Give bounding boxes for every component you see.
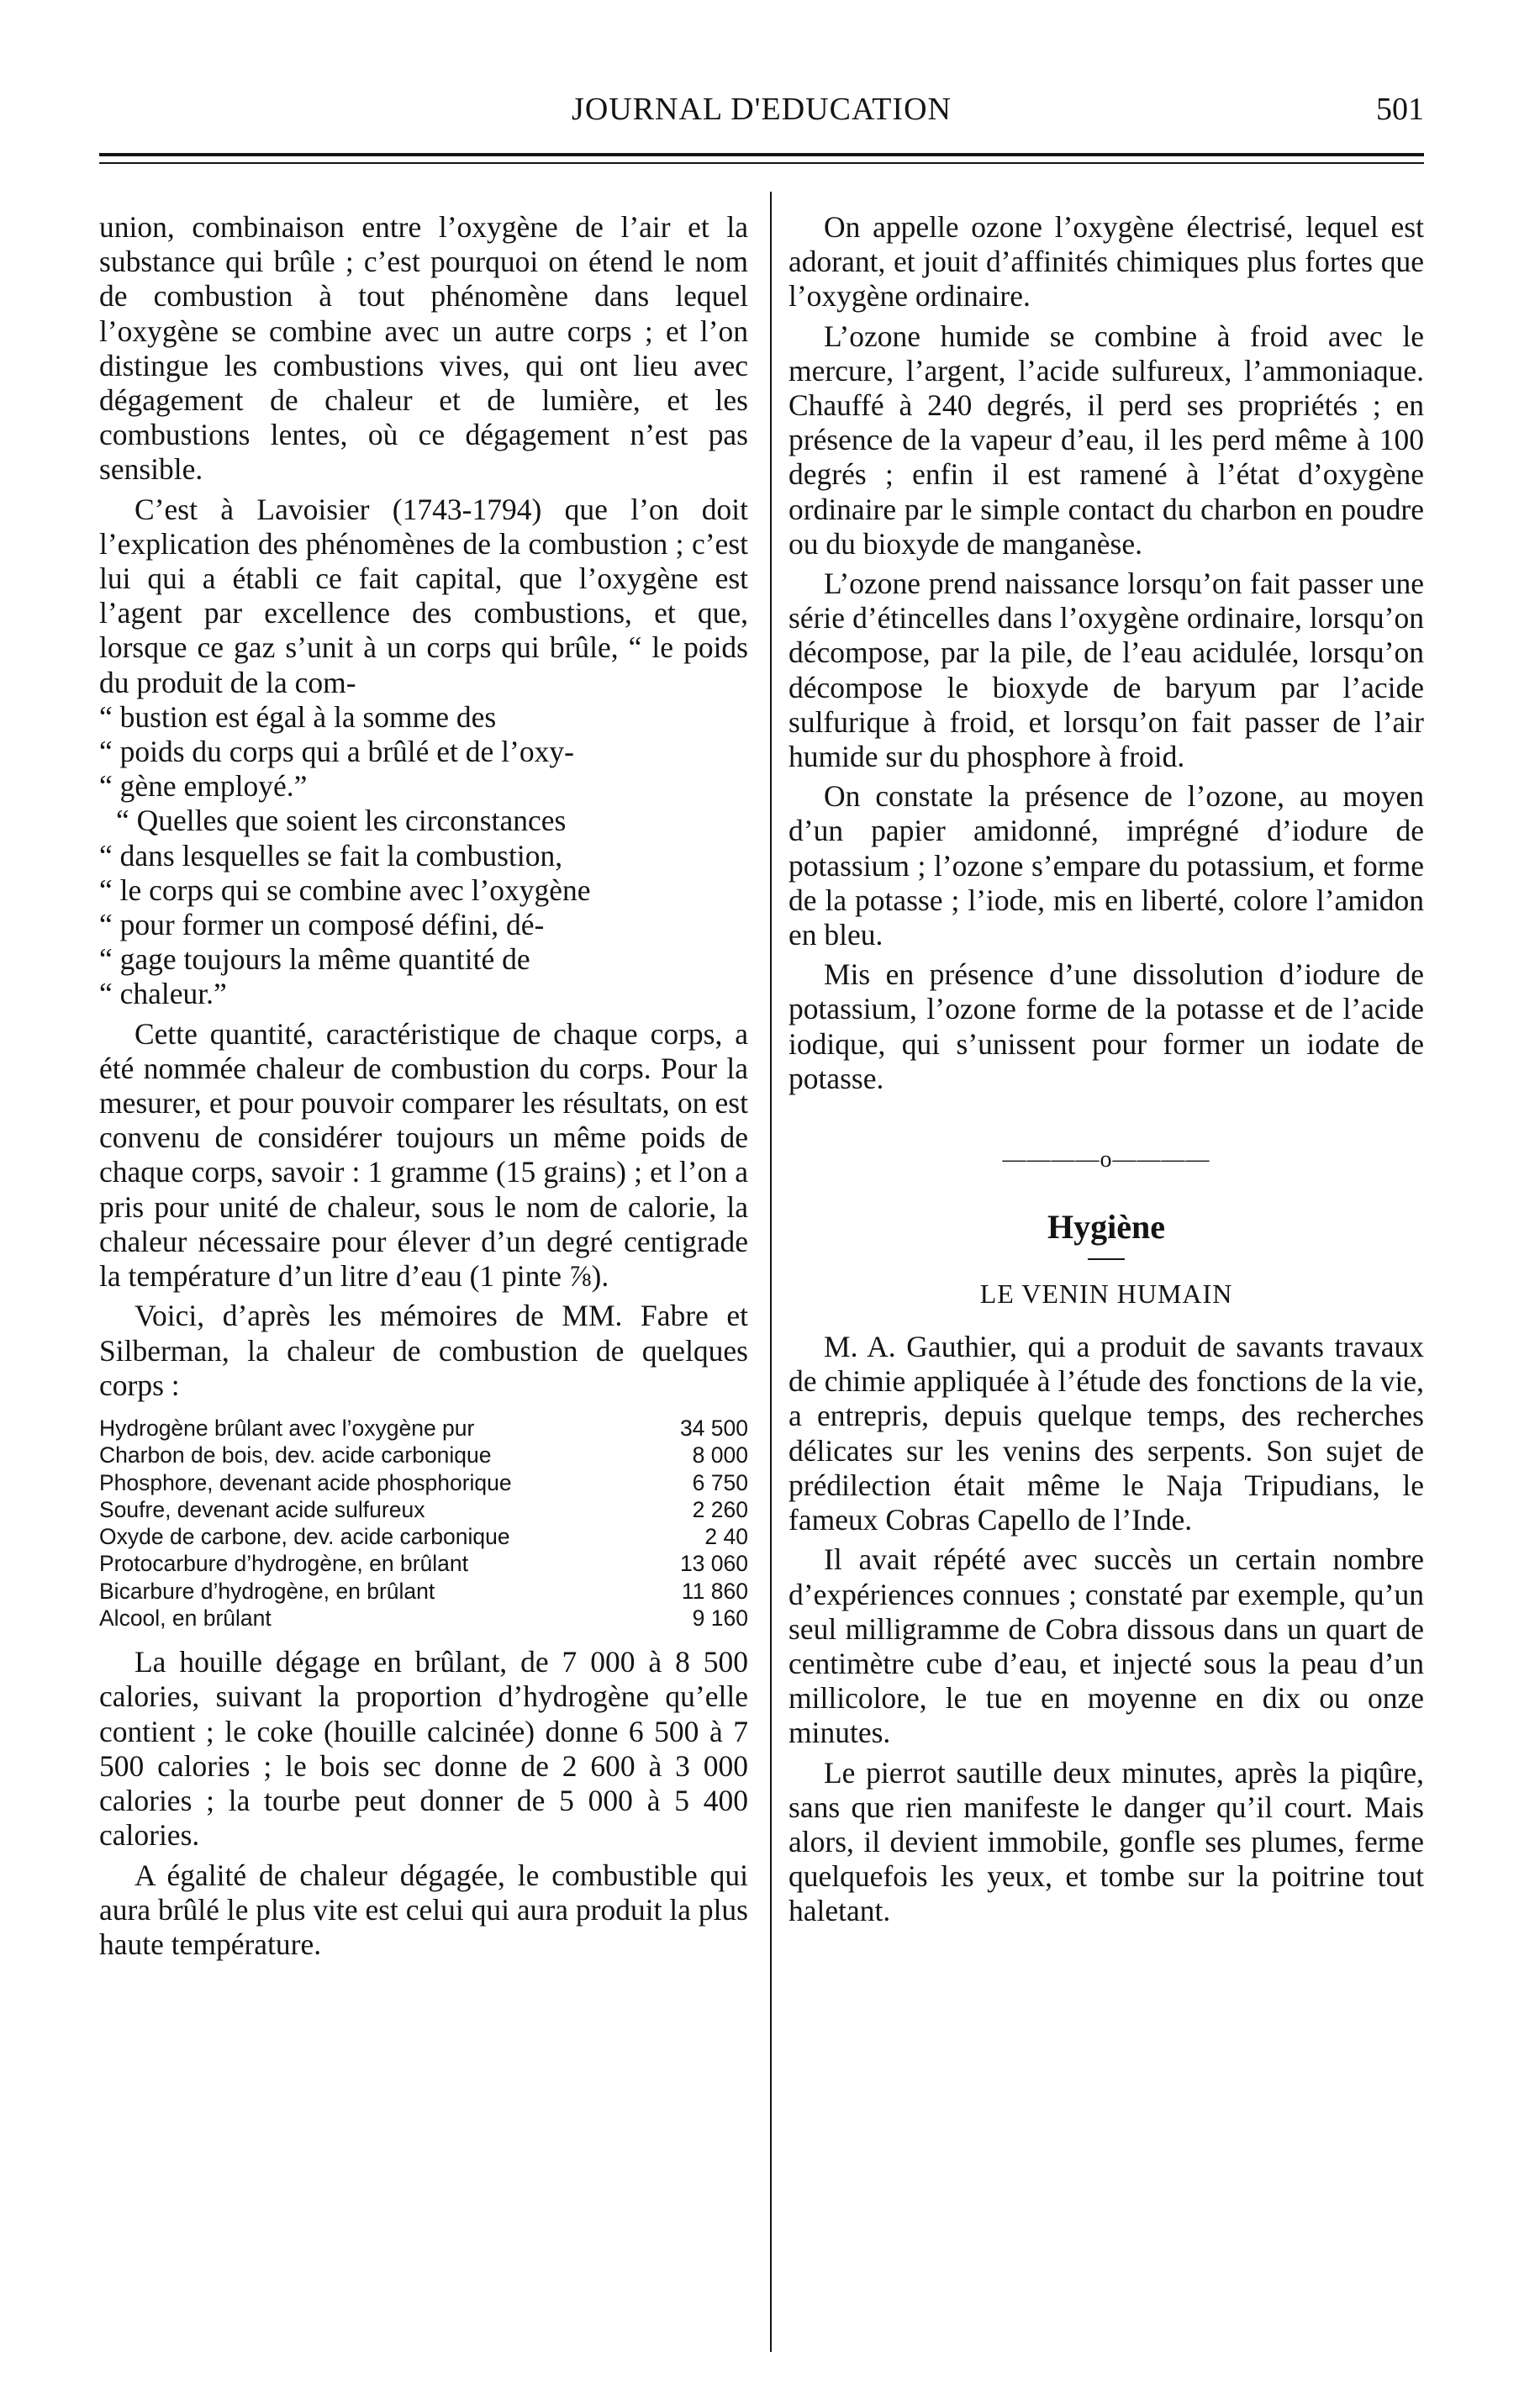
left-paragraph-5: La houille dégage en brûlant, de 7 000 à 8 500 calories, suivant la proportion d’hydrogène qu’elle contient ; le coke (houille calcinée) donne 6 500 à 7 500 calories ; le bois sec donne de 2 600 à 3 000 calories ; la tourbe peut donner de 5 000 à 5 400 calories. (99, 1645, 748, 1853)
quote-line: “ dans lesquelles se fait la combustion, (99, 838, 563, 873)
table-row (99, 1442, 748, 1468)
right-paragraph-4: On constate la présence de l’ozone, au moyen d’un papier amidonné, imprégné d’iodure de potassium ; l’ozone s’empare du potassium, et forme de la potasse ; l’iode, mis en liberté, colore l’amidon en bleu. (788, 779, 1424, 952)
table-cell-value: 13 060 (679, 1551, 748, 1577)
quote-line: “ le corps qui se combine avec l’oxygène (99, 873, 591, 907)
table-cell-label: Phosphore, devenant acide phosphorique (99, 1469, 512, 1495)
quote-line: “ gène employé.” (99, 769, 308, 804)
table-row (99, 1578, 748, 1605)
right-paragraph-7: Il avait répété avec succès un certain nombre d’expériences connues ; constaté par exemple, qu’un seul milligramme de Cobra dissous dans un quart de centimètre cube d’eau, et injecté sous la peau d’un millicolore, le tue en moyenne en dix ou onze minutes. (788, 1542, 1424, 1750)
left-paragraph-6: A égalité de chaleur dégagée, le combustible qui aura brûlé le plus vite est celui qui aura produit la plus haute température. (99, 1858, 748, 1961)
quote-line: “ poids du corps qui a brûlé et de l’oxy- (99, 735, 574, 769)
quote-line: “ bustion est égal à la somme des (99, 699, 497, 734)
table-cell-label: Protocarbure d’hydrogène, en brûlant (99, 1551, 469, 1577)
table-cell-label: Oxyde de carbone, dev. acide carbonique (99, 1524, 510, 1550)
table-row (99, 1605, 748, 1632)
table-cell-value: 9 160 (692, 1605, 748, 1631)
right-paragraph-8: Le pierrot sautille deux minutes, après la piqûre, sans que rien manifeste le danger qu’il court. Mais alors, il devient immobile, gonfle ses plumes, ferme quelquefois les yeux, et tombe sur la poitrine tout haletant. (788, 1755, 1424, 1928)
right-column (788, 210, 1424, 1929)
right-paragraph-3: L’ozone prend naissance lorsqu’on fait passer une série d’étincelles dans l’oxygène ordinaire, lorsqu’on décompose, par la pile, de l’eau acidulée, lorsqu’on décompose le bioxyde de baryum par l’acide sulfurique à froid, et lorsqu’on fait passer de l’air humide sur du phosphore à froid. (788, 567, 1424, 774)
table-cell-label: Soufre, devenant acide sulfureux (99, 1496, 425, 1522)
lavoisier-quote (99, 700, 748, 1012)
article-title: LE VENIN HUMAIN (979, 1278, 1233, 1310)
running-head (99, 91, 1424, 145)
table-row (99, 1523, 748, 1550)
left-paragraph-4: Voici, d’après les mémoires de MM. Fabre et Silberman, la chaleur de combustion de quelques corps : (99, 1299, 748, 1402)
table-row (99, 1550, 748, 1577)
table-row (99, 1415, 748, 1442)
table-row (99, 1469, 748, 1496)
heading-rule (1088, 1258, 1125, 1260)
section-heading: Hygiène (1047, 1208, 1165, 1247)
header-rule-thin (99, 162, 1424, 164)
combustion-heat-table (99, 1415, 748, 1632)
table-cell-value: 34 500 (679, 1415, 748, 1441)
left-paragraph-3: Cette quantité, caractéristique de chaque corps, a été nommée chaleur de combustion du corps. Pour la mesurer, et pour pouvoir comparer les résultats, on est convenu de considérer toujours un même poids de chaque corps, savoir : 1 gramme (15 grains) ; et l’on a pris pour unité de chaleur, sous le nom de calorie, la chaleur nécessaire pour élever d’un degré centigrade la température d’un litre d’eau (1 pinte ⅞). (99, 1016, 748, 1294)
header-rule-thick (99, 153, 1424, 156)
table-cell-label: Bicarbure d’hydrogène, en brûlant (99, 1578, 435, 1604)
quote-line: “ chaleur.” (99, 977, 227, 1011)
quote-line: “ pour former un composé défini, dé- (99, 908, 545, 942)
left-paragraph-2: C’est à Lavoisier (1743-1794) que l’on doit l’explication des phénomènes de la combustion ; c’est lui qui a établi ce fait capital, que l’oxygène est l’agent par excellence des combustions, et que, lorsque ce gaz s’unit à un corps qui brûle, “ le poids du produit de la com- (99, 492, 748, 699)
quote-line: “ Quelles que soient les circonstances (116, 804, 567, 838)
right-paragraph-6: M. A. Gauthier, qui a produit de savants travaux de chimie appliquée à l’étude des fonctions de la vie, a entrepris, depuis quelque temps, des recherches délicates sur les venins des serpents. Son sujet de prédilection était même le Naja Tripudians, le fameux Cobras Capello de l’Inde. (788, 1330, 1424, 1537)
table-row (99, 1496, 748, 1523)
left-paragraph-1: union, combinaison entre l’oxygène de l’air et la substance qui brûle ; c’est pourquoi on étend le nom de combustion à tout phénomène dans lequel l’oxygène se combine avec un autre corps ; et l’on distingue les combustions vives, qui ont lieu avec dégagement de chaleur et de lumière, et les combustions lentes, où ce dégagement n’est pas sensible. (99, 210, 748, 487)
table-cell-value: 2 40 (704, 1524, 748, 1550)
right-paragraph-5: Mis en présence d’une dissolution d’iodure de potassium, l’ozone forme de la potasse et de l’acide iodique, qui s’unissent pour former un iodate de potasse. (788, 957, 1424, 1095)
column-divider (770, 192, 772, 2352)
table-cell-label: Alcool, en brûlant (99, 1605, 272, 1631)
right-paragraph-2: L’ozone humide se combine à froid avec le mercure, l’argent, l’acide sulfureux, l’ammoniaque. Chauffé à 240 degrés, il perd ses propriétés ; en présence de la vapeur d’eau, il les perd même à 100 degrés ; enfin il est ramené à l’état d’oxygène ordinaire par le simple contact du charbon en poudre ou du bioxyde de manganèse. (788, 319, 1424, 561)
right-paragraph-1: On appelle ozone l’oxygène électrisé, lequel est adorant, et jouit d’affinités chimiques plus fortes que l’oxygène ordinaire. (788, 210, 1424, 314)
table-cell-value: 2 260 (692, 1496, 748, 1522)
table-cell-value: 8 000 (692, 1442, 748, 1468)
page-number: 501 (1376, 92, 1424, 127)
table-cell-value: 6 750 (692, 1469, 748, 1495)
table-cell-value: 11 860 (681, 1578, 748, 1604)
quote-line: “ gage toujours la même quantité de (99, 942, 530, 977)
table-cell-label: Charbon de bois, dev. acide carbonique (99, 1442, 492, 1468)
journal-title: JOURNAL D'EDUCATION (572, 92, 952, 127)
section-separator: ————o———— (1002, 1147, 1210, 1173)
left-column (99, 210, 748, 1962)
table-cell-label: Hydrogène brûlant avec l’oxygène pur (99, 1415, 475, 1441)
